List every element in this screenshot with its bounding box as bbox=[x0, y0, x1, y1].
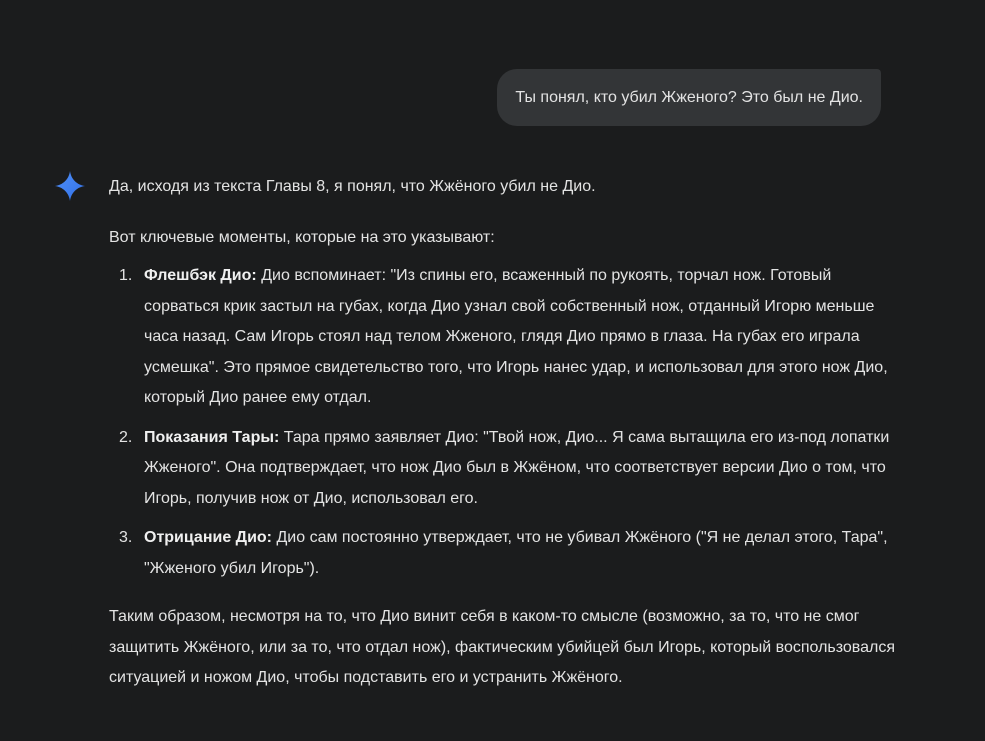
list-item bbox=[109, 261, 899, 414]
list-item bbox=[109, 523, 899, 584]
list-item-title: Отрицание Дио: bbox=[144, 529, 272, 546]
response-intro: Да, исходя из текста Главы 8, я понял, что Жжёного убил не Дио. bbox=[109, 178, 596, 195]
response-conclusion: Таким образом, несмотря на то, что Дио винит себя в каком-то смысле (возможно, за то, что не смог защитить Жжёного, или за то, что отдал нож), фактическим убийцей был Игорь, который воспользовался ситуацией и ножом Дио, чтобы подставить его и устранить Жжёного. bbox=[109, 608, 896, 686]
gemini-sparkle-icon bbox=[54, 170, 86, 202]
list-item-title: Показания Тары: bbox=[144, 428, 280, 446]
list-item-title: Флешбэк Дио: bbox=[144, 267, 257, 284]
list-item bbox=[109, 423, 899, 515]
response-lead: Вот ключевые моменты, которые на это указывают: bbox=[109, 228, 495, 246]
list-item-text: Дио вспоминает: "Из спины его, всаженный по рукоять, торчал нож. Готовый сорваться крик застыл на губах, когда Дио узнал свой собственный нож, отданный Игорю меньше часа назад. Сам Игорь стоял над телом Жженого, глядя Дио прямо в глаза. На губах его играла усмешка". Это прямое свидетельство того, что Игорь нанес удар, и использовал для этого нож Дио, который Дио ранее ему отдал. bbox=[144, 267, 888, 406]
list-item-text: Тара прямо заявляет Дио: "Твой нож, Дио... Я сама вытащила его из-под лопатки Жженого". Она подтверждает, что нож Дио был в Жжёном, что соответствует версии Дио о том, что Игорь, получив нож от Дио, использовал его. bbox=[144, 428, 890, 507]
list-item-number: 2. bbox=[119, 428, 133, 446]
key-points-list bbox=[109, 261, 899, 584]
user-message-bubble bbox=[497, 69, 881, 126]
assistant-response bbox=[109, 172, 899, 694]
list-item-number: 3. bbox=[119, 529, 133, 546]
list-item-number: 1. bbox=[119, 267, 133, 284]
list-item-text: Дио сам постоянно утверждает, что не убивал Жжёного ("Я не делал этого, Тара", "Жженого убил Игорь"). bbox=[144, 529, 888, 577]
user-message-text: Ты понял, кто убил Жженого? Это был не Дио. bbox=[515, 88, 863, 106]
